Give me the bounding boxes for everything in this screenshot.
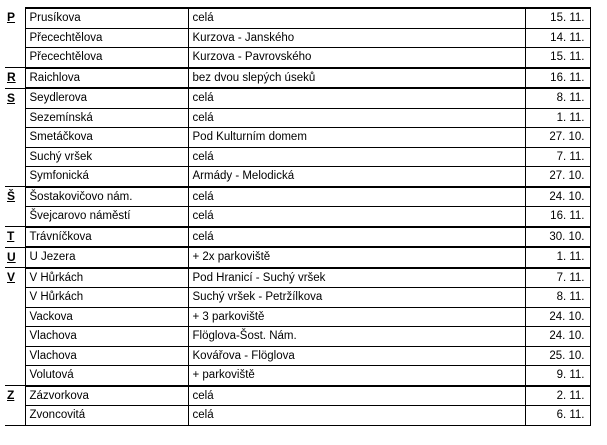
section-cell: celá [188,187,525,207]
section-cell: celá [188,386,525,406]
table-row [5,147,590,167]
section-cell: Pod Kulturním domem [188,128,525,148]
street-name-cell: Zázvorkova [25,386,188,406]
date-cell: 6. 11. [525,406,590,426]
group-letter: V [5,268,25,386]
table-row [5,288,590,308]
date-cell: 1. 11. [525,108,590,128]
section-cell: Kurzova - Janského [188,28,525,48]
table-row [5,268,590,288]
table-row [5,307,590,327]
date-cell: 24. 10. [525,187,590,207]
section-cell: Kurzova - Pavrovského [188,48,525,68]
date-cell: 8. 11. [525,88,590,108]
table-row [5,247,590,268]
table-row [5,386,590,406]
street-name-cell: Trávníčkova [25,227,188,248]
group-letter: S [5,88,25,187]
street-name-cell: V Hůrkách [25,288,188,308]
date-cell: 1. 11. [525,247,590,268]
street-cleaning-table [5,7,591,426]
date-cell: 24. 10. [525,307,590,327]
street-name-cell: Šostakovičovo nám. [25,187,188,207]
table-row [5,68,590,89]
street-name-cell: Zvoncovitá [25,406,188,426]
section-cell: celá [188,147,525,167]
table-body [5,8,590,425]
group-letter: Z [5,386,25,426]
date-cell: 9. 11. [525,366,590,386]
date-cell: 15. 11. [525,8,590,28]
table-row [5,327,590,347]
street-name-cell: Švejcarovo náměstí [25,207,188,227]
street-name-cell: V Hůrkách [25,268,188,288]
street-name-cell: Suchý vršek [25,147,188,167]
table-row [5,48,590,68]
table-row [5,108,590,128]
section-cell: celá [188,8,525,28]
street-name-cell: Seydlerova [25,88,188,108]
street-name-cell: Vackova [25,307,188,327]
table-row [5,167,590,187]
date-cell: 2. 11. [525,386,590,406]
street-name-cell: Volutová [25,366,188,386]
date-cell: 7. 11. [525,268,590,288]
date-cell: 27. 10. [525,167,590,187]
date-cell: 8. 11. [525,288,590,308]
group-letter: R [5,68,25,89]
table-row [5,88,590,108]
table-row [5,227,590,248]
street-name-cell: Přecechtělova [25,28,188,48]
section-cell: Flöglova-Šost. Nám. [188,327,525,347]
section-cell: celá [188,207,525,227]
street-name-cell: U Jezera [25,247,188,268]
section-cell: celá [188,227,525,248]
section-cell: Kovářova - Flöglova [188,346,525,366]
table-row [5,366,590,386]
date-cell: 24. 10. [525,327,590,347]
group-letter: U [5,247,25,268]
section-cell: + parkoviště [188,366,525,386]
street-name-cell: Raichlova [25,68,188,89]
section-cell: bez dvou slepých úseků [188,68,525,89]
section-cell: + 3 parkoviště [188,307,525,327]
street-name-cell: Prusíkova [25,8,188,28]
street-name-cell: Vlachova [25,327,188,347]
date-cell: 16. 11. [525,207,590,227]
street-name-cell: Sezemínská [25,108,188,128]
date-cell: 30. 10. [525,227,590,248]
table-row [5,207,590,227]
street-name-cell: Smetáčkova [25,128,188,148]
section-cell: Suchý vršek - Petržílkova [188,288,525,308]
table-row [5,187,590,207]
street-name-cell: Přecechtělova [25,48,188,68]
group-letter: T [5,227,25,248]
date-cell: 14. 11. [525,28,590,48]
date-cell: 15. 11. [525,48,590,68]
table-row [5,346,590,366]
table-row [5,8,590,28]
group-letter: Š [5,187,25,227]
section-cell: celá [188,108,525,128]
street-name-cell: Symfonická [25,167,188,187]
date-cell: 7. 11. [525,147,590,167]
group-letter: P [5,8,25,68]
table-row [5,28,590,48]
section-cell: Pod Hranicí - Suchý vršek [188,268,525,288]
table-row [5,128,590,148]
section-cell: Armády - Melodická [188,167,525,187]
section-cell: + 2x parkoviště [188,247,525,268]
date-cell: 16. 11. [525,68,590,89]
street-name-cell: Vlachova [25,346,188,366]
date-cell: 25. 10. [525,346,590,366]
table-row [5,406,590,426]
date-cell: 27. 10. [525,128,590,148]
section-cell: celá [188,406,525,426]
section-cell: celá [188,88,525,108]
